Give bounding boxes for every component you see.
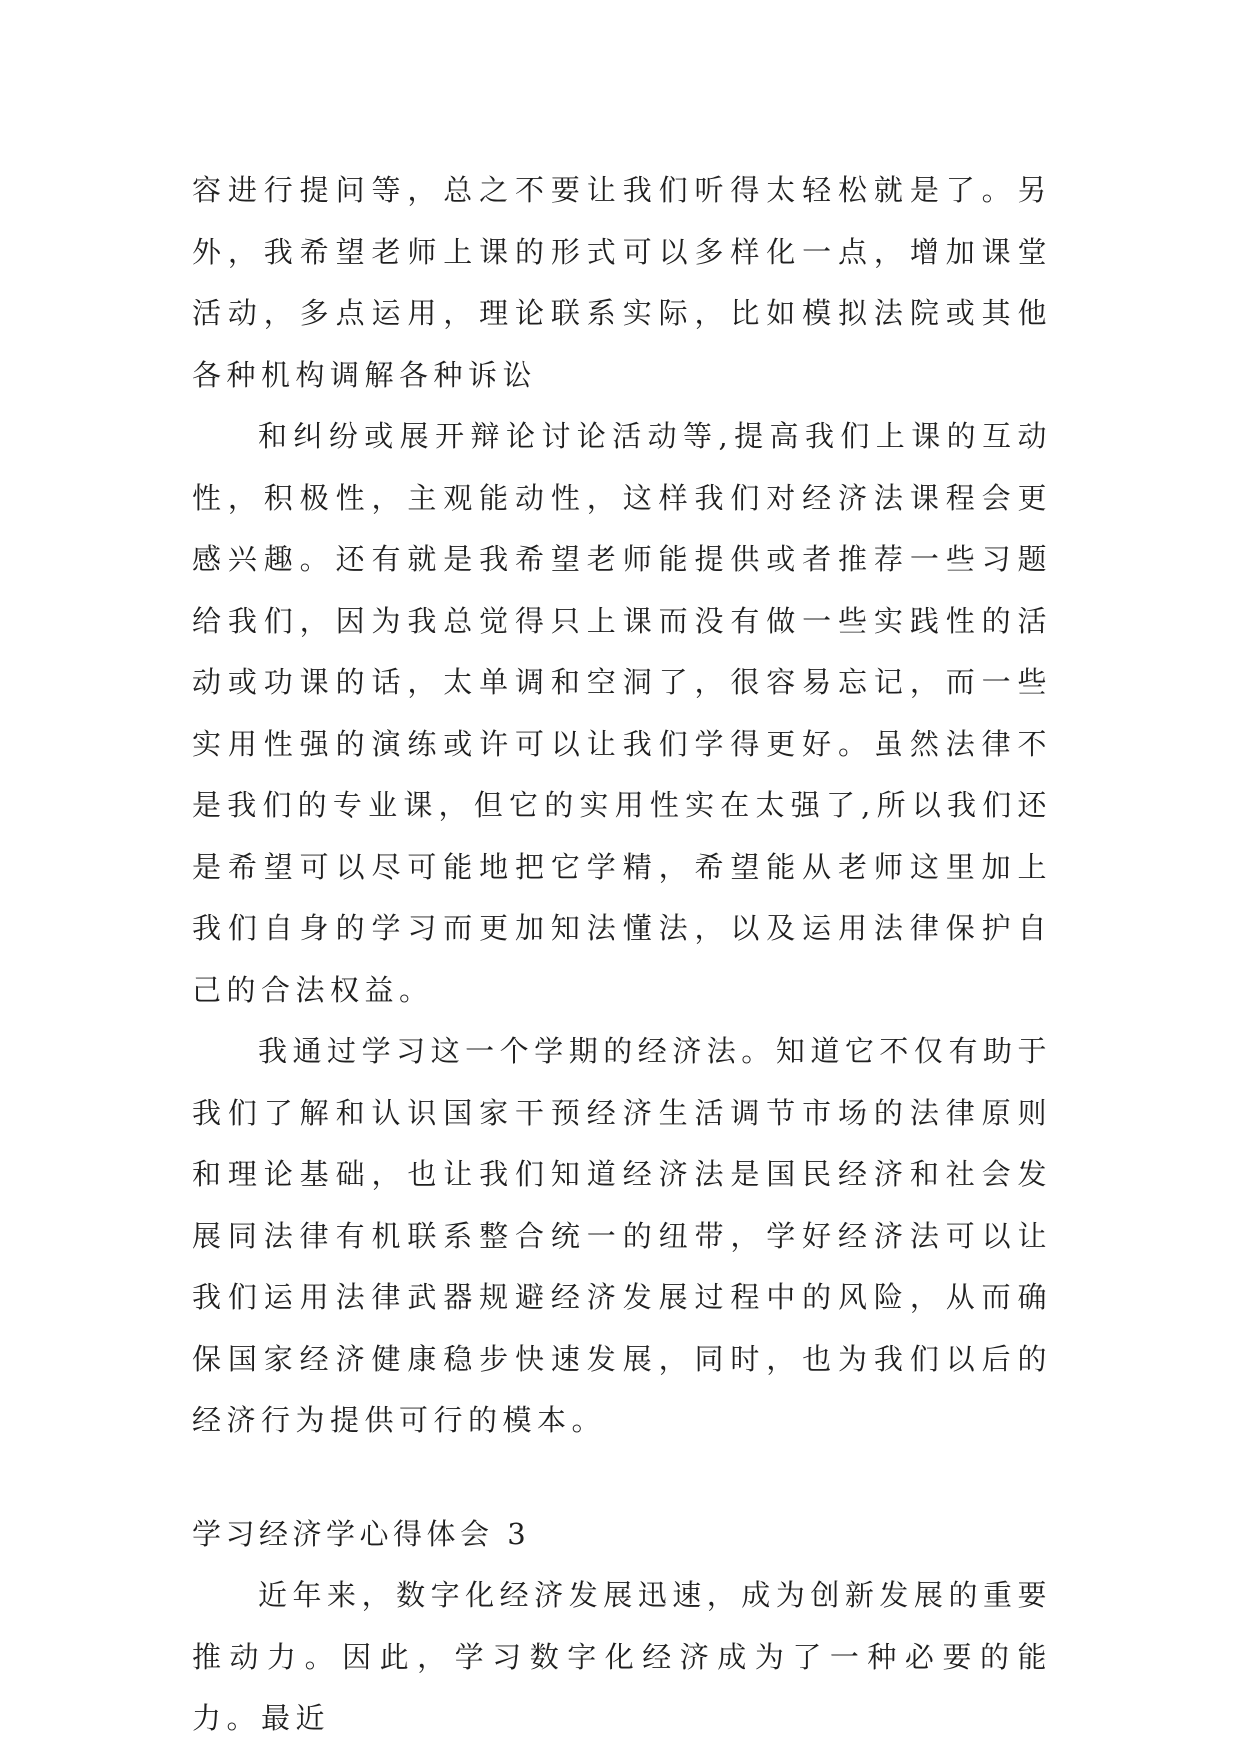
paragraph-2: 和纠纷或展开辩论讨论活动等,提高我们上课的互动性，积极性，主观能动性，这样我们对经济法课程会更感兴趣。还有就是我希望老师能提供或者推荐一些习题给我们，因为我总觉得只上课而没有做一些实践性的活动或功课的话，太单调和空洞了，很容易忘记，而一些实用性强的演练或许可以让我们学得更好。虽然法律不是我们的专业课，但它的实用性实在太强了,所以我们还是希望可以尽可能地把它学精，希望能从老师这里加上我们自身的学习而更加知法懂法，以及运用法律保护自己的合法权益。 xyxy=(192,419,1052,1007)
document-body xyxy=(192,160,1052,1750)
section-heading: 学习经济学心得体会 3 xyxy=(192,1516,531,1551)
paragraph-3: 我通过学习这一个学期的经济法。知道它不仅有助于我们了解和认识国家干预经济生活调节市场的法律原则和理论基础，也让我们知道经济法是国民经济和社会发展同法律有机联系整合统一的纽带，学好经济法可以让我们运用法律武器规避经济发展过程中的风险，从而确保国家经济健康稳步快速发展，同时，也为我们以后的经济行为提供可行的模本。 xyxy=(192,1034,1052,1437)
section-paragraph-1: 近年来，数字化经济发展迅速，成为创新发展的重要推动力。因此，学习数字化经济成为了一种必要的能力。最近 xyxy=(192,1578,1052,1735)
paragraph-1: 容进行提问等，总之不要让我们听得太轻松就是了。另外，我希望老师上课的形式可以多样化一点，增加课堂活动，多点运用，理论联系实际，比如模拟法院或其他各种机构调解各种诉讼 xyxy=(192,173,1052,392)
